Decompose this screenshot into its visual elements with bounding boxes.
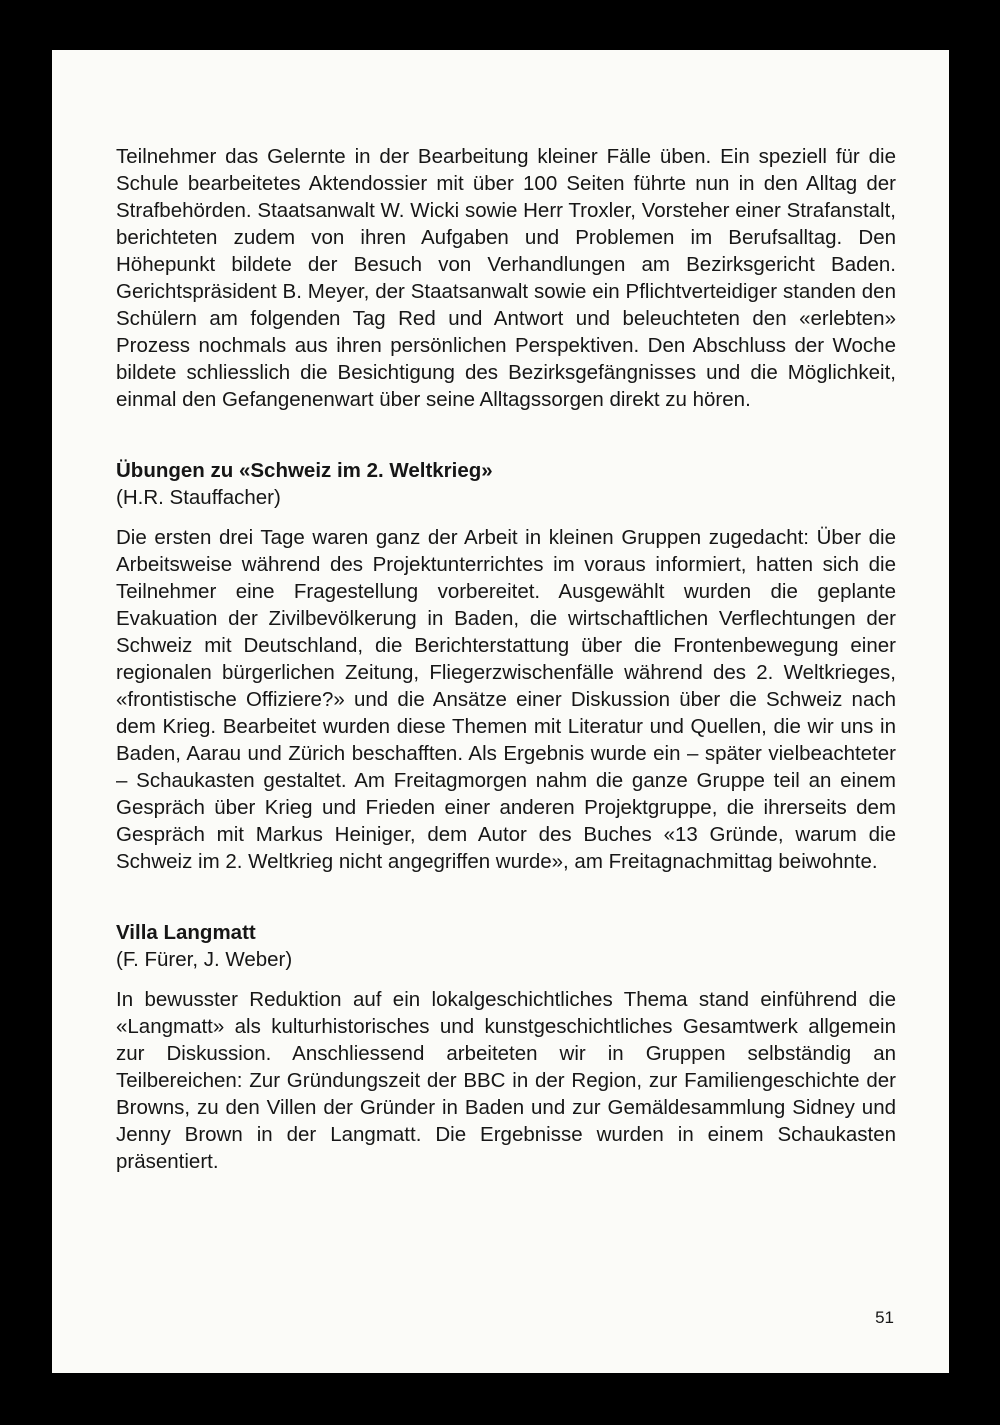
intro-paragraph: Teilnehmer das Gelernte in der Bearbeitung kleiner Fälle üben. Ein speziell für die Schule bearbeitetes Aktendossier mit über 100 Seiten führte nun in den Alltag der Strafbehörden. Staatsanwalt W. Wicki sowie Herr Troxler, Vorsteher einer Strafanstalt, berichteten zudem von ihren Aufgaben und Problemen im Berufsalltag. Den Höhepunkt bildete der Besuch von Verhandlungen am Bezirksgericht Baden. Gerichtspräsident B. Meyer, der Staatsanwalt sowie ein Pflichtverteidiger standen den Schülern am folgenden Tag Red und Antwort und beleuchteten den «erlebten» Prozess nochmals aus ihren persönlichen Perspektiven. Den Abschluss der Woche bildete schliesslich die Besichtigung des Bezirksgefängnisses und die Möglichkeit, einmal den Gefangenenwart über seine Alltagssorgen direkt zu hören. xyxy=(116,145,896,411)
page-number: 51 xyxy=(875,1308,894,1327)
section-paragraph-langmatt: In bewusster Reduktion auf ein lokalgeschichtliches Thema stand einführend die «Langmatt» als kulturhistorisches und kunstgeschichtliches Gesamtwerk allgemein zur Diskussion. Anschliessend arbeiteten wir in Gruppen selbständig an Teilbereichen: Zur Gründungszeit der BBC in der Region, zur Familiengeschichte der Browns, zu den Villen der Gründer in Baden und zur Gemäldesammlung Sidney und Jenny Brown in der Langmatt. Die Ergebnisse wurden in einem Schaukasten präsentiert. xyxy=(116,988,896,1173)
document-page xyxy=(52,50,949,1373)
section-title-langmatt: Villa Langmatt xyxy=(116,921,256,944)
page-content xyxy=(116,143,896,1175)
section-title-weltkrieg: Übungen zu «Schweiz im 2. Weltkrieg» xyxy=(116,459,493,482)
section-authors-weltkrieg: (H.R. Stauffacher) xyxy=(116,486,281,509)
section-authors-langmatt: (F. Fürer, J. Weber) xyxy=(116,948,293,971)
section-paragraph-weltkrieg: Die ersten drei Tage waren ganz der Arbeit in kleinen Gruppen zugedacht: Über die Arbeitsweise während des Projektunterrichtes im voraus informiert, hatten sich die Teilnehmer eine Fragestellung vorbereitet. Ausgewählt wurden die geplante Evakuation der Zivilbevölkerung in Baden, die wirtschaftlichen Verflechtungen der Schweiz mit Deutschland, die Berichterstattung über die Frontenbewegung einer regionalen bürgerlichen Zeitung, Fliegerzwischenfälle während des 2. Weltkrieges, «frontistische Offiziere?» und die Ansätze einer Diskussion über die Schweiz nach dem Krieg. Bearbeitet wurden diese Themen mit Literatur und Quellen, die wir uns in Baden, Aarau und Zürich beschafften. Als Ergebnis wurde ein – später vielbeachteter – Schaukasten gestaltet. Am Freitagmorgen nahm die ganze Gruppe teil an einem Gespräch über Krieg und Frieden einer anderen Projektgruppe, die ihrerseits dem Gespräch mit Markus Heiniger, dem Autor des Buches «13 Gründe, warum die Schweiz im 2. Weltkrieg nicht angegriffen wurde», am Freitagnachmittag beiwohnte. xyxy=(116,526,896,873)
